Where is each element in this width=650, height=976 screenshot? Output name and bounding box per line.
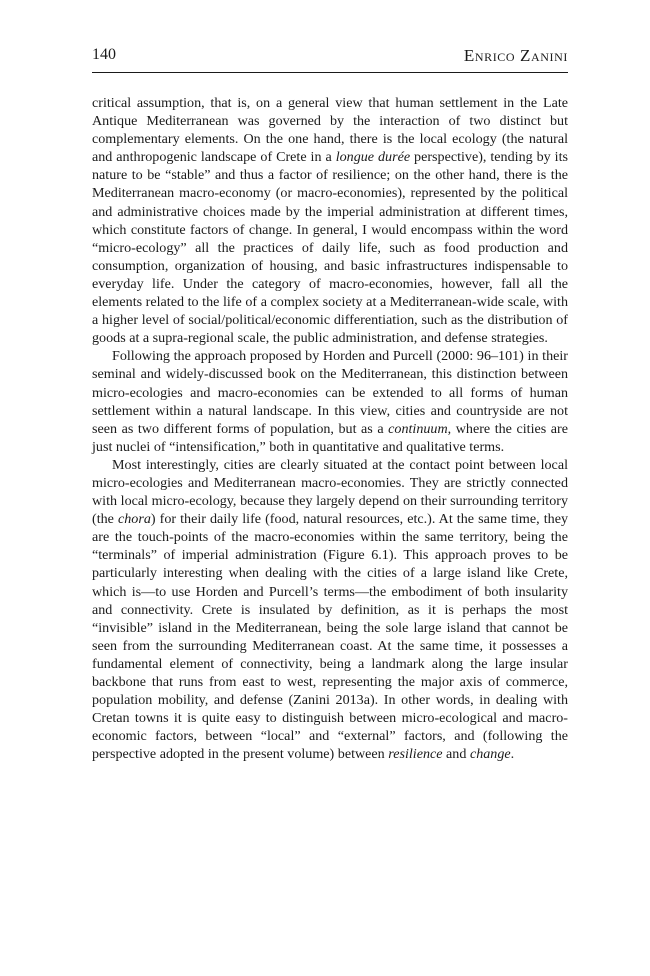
italic-text: resilience <box>388 746 443 763</box>
text-run: perspective), tending by its nature to be “stable” and thus a factor of resilience; on the other hand, there is the Mediterranean macro-economy (or macro-economies), represented by the political and administrative choices made by the imperial administration at different times, which constitute factors of change. In general, I would encompass within the word “micro-ecology” all the practices of daily life, such as food production and consumption, organization of housing, and basic infrastructures indispensable to everyday life. Under the category of macro-economies, however, fall all the elements related to the life of a complex society at a Mediterranean-wide scale, with a higher level of social/political/economic differentiation, such as the distribution of goods at a supra-regional scale, the public administration, and defense strategies. <box>92 149 568 347</box>
header-rule <box>92 72 568 73</box>
text-run: ) for their daily life (food, natural resources, etc.). At the same time, they are the touch-points of the macro-economies within the same territory, being the “terminals” of imperial administration (Figure 6.1). This approach proves to be particularly interesting when dealing with the cities of a large island like Crete, which is—to use Horden and Purcell’s terms—the embodiment of both insularity and connectivity. Crete is insulated by definition, as it is perhaps the most “invisible” island in the Mediterranean, being the sole large island that cannot be seen from the surrounding Mediterranean coast. At the same time, it possesses a fundamental element of connectivity, being a landmark along the large insular backbone that runs from east to west, representing the major axis of commerce, population mobility, and defense (Zanini 2013a). In other words, in dealing with Cretan towns it is quite easy to distinguish between micro-ecological and macro-economic factors, between “local” and “external” factors, and (following the perspective adopted in the present volume) between <box>92 511 569 763</box>
paragraph <box>92 456 568 764</box>
text-run: and <box>442 746 470 763</box>
italic-text: longue durée <box>335 149 411 166</box>
running-head <box>92 44 568 70</box>
paragraph <box>92 94 568 347</box>
body-text <box>92 94 568 763</box>
italic-text: continuum <box>388 420 448 437</box>
text-run: Following the approach proposed by Horden and Purcell (2000: 96–101) in their seminal and widely-discussed book on the Mediterranean, this distinction between micro-ecologies and macro-economies can be extended to all forms of human settlement within a natural landscape. In this view, cities and countryside are not seen as two different forms of population, but as a <box>92 348 568 437</box>
text-run: , where the cities are just nuclei of “intensification,” both in quantitative and qualitative terms. <box>92 420 568 455</box>
page-number: 140 <box>92 46 116 63</box>
italic-text: chora <box>117 511 151 528</box>
running-head-author: Enrico Zanini <box>463 46 568 65</box>
text-run: Most interestingly, cities are clearly situated at the contact point between local micro-ecologies and Mediterranean macro-economies. They are strictly connected with local micro-ecology, because they largely depend on their surrounding territory (the <box>92 456 568 528</box>
paragraph <box>92 347 568 456</box>
text-run: critical assumption, that is, on a general view that human settlement in the Late Antique Mediterranean was governed by the interaction of two distinct but complementary elements. On the one hand, there is the local ecology (the natural and anthropogenic landscape of Crete in a <box>92 95 568 166</box>
italic-text: change <box>469 746 511 763</box>
text-run: . <box>510 746 515 763</box>
